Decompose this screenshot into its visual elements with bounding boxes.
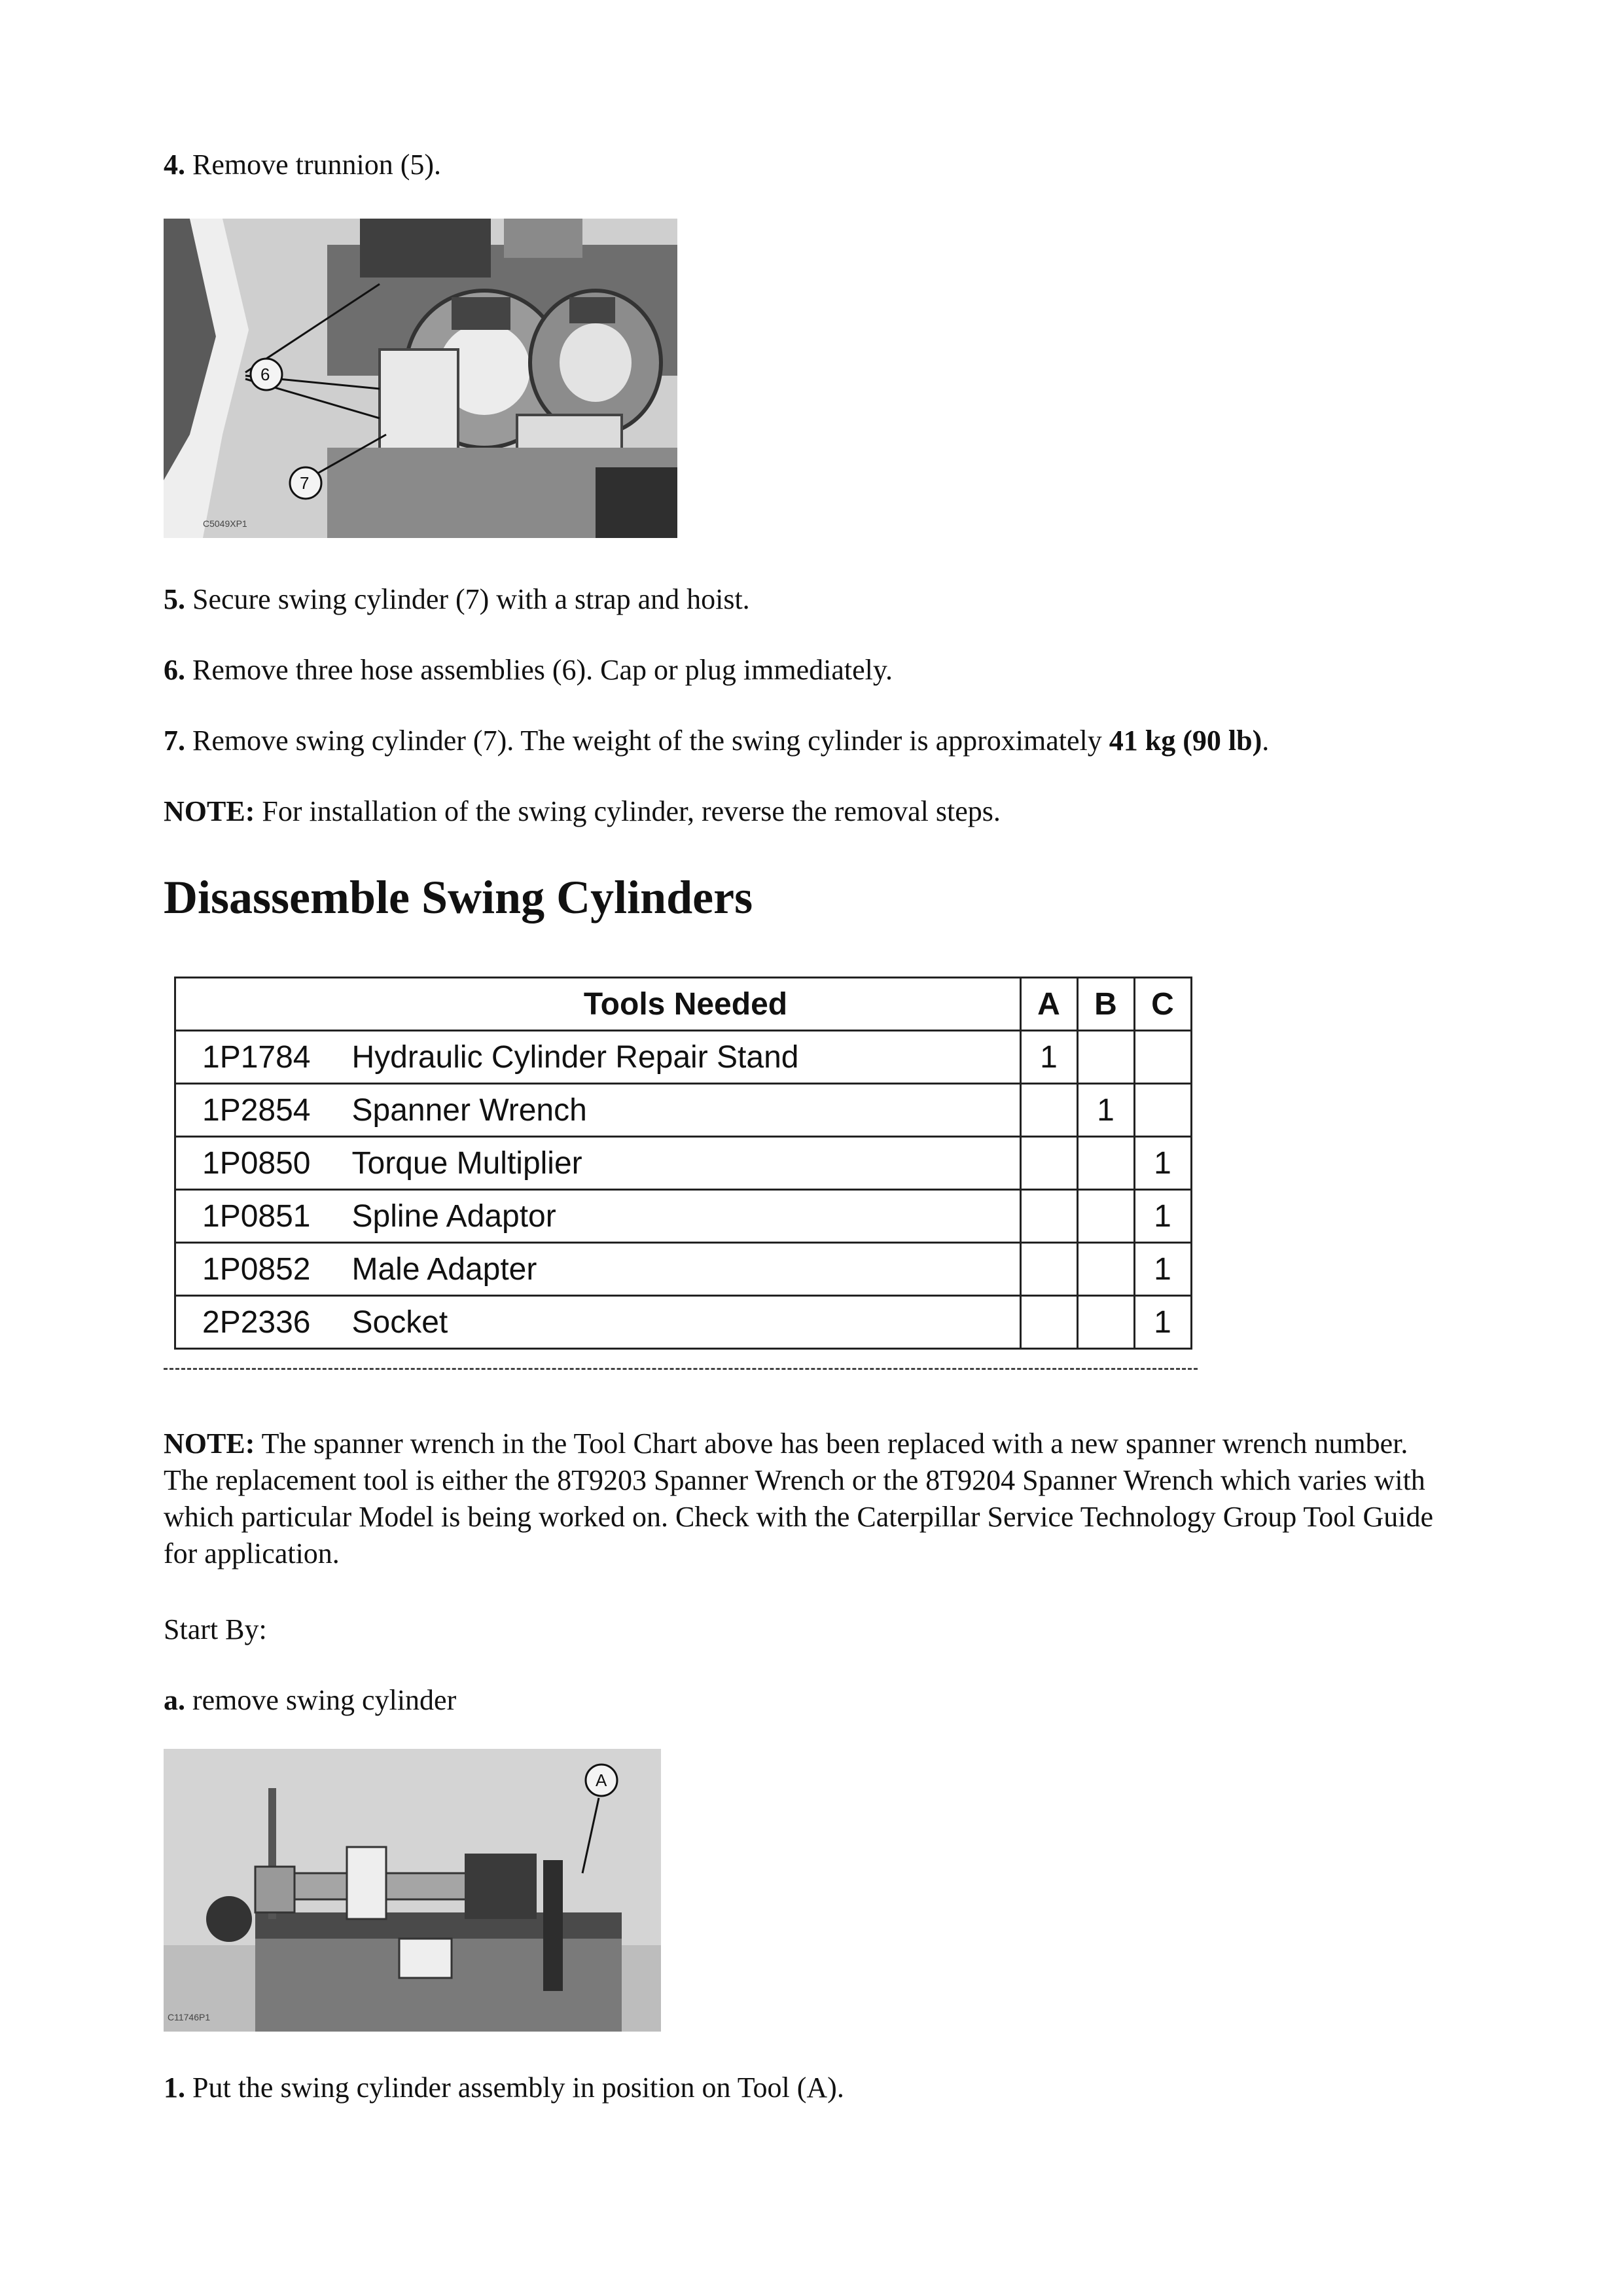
qty-b (1077, 1296, 1134, 1349)
note-text: The spanner wrench in the Tool Chart above has been replaced with a new spanner wrench number. The replacement tool is either the 8T9203 Spanner Wrench or the 8T9204 Spanner Wrench which varies with which particular Model is being worked on. Check with the Caterpillar Service Technology Group Tool Guide for application. (164, 1427, 1433, 1570)
step-text: Put the swing cylinder assembly in position on Tool (A). (185, 2072, 844, 2104)
qty-c (1134, 1031, 1191, 1084)
note-spanner-wrench (164, 1426, 1446, 1572)
repair-stand-photo (164, 1749, 661, 2032)
note-installation (164, 793, 1001, 830)
step-number: 6. (164, 654, 185, 686)
part-number: 1P2854 (175, 1084, 352, 1137)
part-number: 1P0852 (175, 1243, 352, 1296)
tool-name: Spanner Wrench (352, 1084, 1021, 1137)
qty-a: 1 (1020, 1031, 1077, 1084)
column-a-header: A (1020, 978, 1077, 1031)
tool-name: Hydraulic Cylinder Repair Stand (352, 1031, 1021, 1084)
section-heading: Disassemble Swing Cylinders (164, 871, 753, 924)
qty-a (1020, 1190, 1077, 1243)
step-4 (164, 147, 441, 183)
step-7 (164, 723, 1269, 759)
tool-name: Male Adapter (352, 1243, 1021, 1296)
table-row (175, 1190, 1192, 1243)
note-label: NOTE: (164, 795, 255, 827)
table-header-row (175, 978, 1192, 1031)
note-label: NOTE: (164, 1427, 255, 1460)
step-text: Remove swing cylinder (7). The weight of the swing cylinder is approximately (185, 725, 1109, 757)
callout-7: 7 (300, 473, 310, 493)
swing-cylinder-photo (164, 219, 677, 538)
qty-b (1077, 1031, 1134, 1084)
table-row (175, 1031, 1192, 1084)
qty-c: 1 (1134, 1137, 1191, 1190)
table-row (175, 1243, 1192, 1296)
qty-c: 1 (1134, 1243, 1191, 1296)
qty-c: 1 (1134, 1190, 1191, 1243)
step-text: Secure swing cylinder (7) with a strap and hoist. (185, 583, 750, 615)
part-number: 1P0851 (175, 1190, 352, 1243)
step-number: 1. (164, 2072, 185, 2104)
step-1 (164, 2070, 844, 2106)
part-number: 2P2336 (175, 1296, 352, 1349)
part-number: 1P1784 (175, 1031, 352, 1084)
dashed-divider (164, 1368, 1198, 1370)
weight-value: 41 kg (90 lb) (1109, 725, 1262, 757)
start-by-label: Start By: (164, 1613, 267, 1645)
step-number: 4. (164, 149, 185, 181)
step-text: Remove three hose assemblies (6). Cap or plug immediately. (185, 654, 893, 686)
tools-table (174, 977, 1192, 1350)
step-text: Remove trunnion (5). (185, 149, 442, 181)
step-number: 7. (164, 725, 185, 757)
step-6 (164, 652, 893, 689)
callout-6: 6 (260, 365, 270, 384)
qty-b: 1 (1077, 1084, 1134, 1137)
step-number: 5. (164, 583, 185, 615)
note-text: For installation of the swing cylinder, reverse the removal steps. (255, 795, 1001, 827)
table-row (175, 1296, 1192, 1349)
qty-c (1134, 1084, 1191, 1137)
tool-name: Torque Multiplier (352, 1137, 1021, 1190)
qty-a (1020, 1137, 1077, 1190)
tool-name: Spline Adaptor (352, 1190, 1021, 1243)
qty-a (1020, 1243, 1077, 1296)
figure-id: C5049XP1 (203, 518, 247, 529)
part-number: 1P0850 (175, 1137, 352, 1190)
step-end: . (1262, 725, 1270, 757)
column-b-header: B (1077, 978, 1134, 1031)
table-row (175, 1137, 1192, 1190)
table-row (175, 1084, 1192, 1137)
qty-b (1077, 1137, 1134, 1190)
table-header: Tools Needed (352, 978, 1021, 1031)
qty-c: 1 (1134, 1296, 1191, 1349)
qty-b (1077, 1243, 1134, 1296)
tool-name: Socket (352, 1296, 1021, 1349)
column-c-header: C (1134, 978, 1191, 1031)
qty-a (1020, 1296, 1077, 1349)
step-number: a. (164, 1684, 185, 1716)
qty-b (1077, 1190, 1134, 1243)
step-5 (164, 581, 750, 618)
callout-a: A (596, 1770, 607, 1790)
step-text: remove swing cylinder (185, 1684, 457, 1716)
step-a (164, 1682, 456, 1719)
figure-id: C11746P1 (168, 2012, 211, 2022)
qty-a (1020, 1084, 1077, 1137)
